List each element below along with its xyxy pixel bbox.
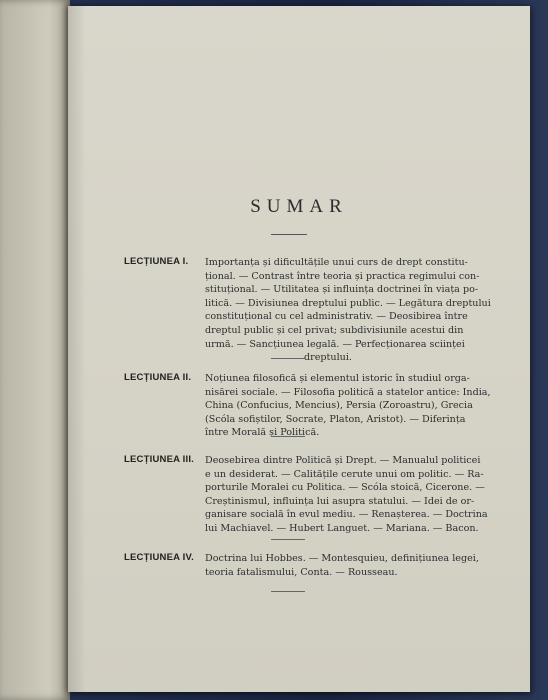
lesson-summary: [205, 552, 479, 579]
lesson-summary: [205, 454, 488, 536]
summary-line: Noțiunea filosofică și elementul istoric în studiul orga-: [205, 373, 470, 384]
title-divider: [271, 234, 307, 235]
lesson-label: LECȚIUNEA III.: [124, 454, 195, 465]
summary-line: Doctrina lui Hobbes. — Montesquieu, definițiunea legei,: [205, 553, 479, 564]
book-page: [68, 6, 530, 692]
summary-line: China (Confucius, Mencius), Persia (Zoroastru), Grecia: [205, 400, 473, 412]
summary-line: e un desiderat. — Calitățile cerute unui om politic. — Ra-: [205, 468, 484, 480]
summary-line: dreptul public și cel privat; subdivisiunile acestui din: [205, 324, 464, 336]
lesson-label: LECȚIUNEA IV.: [124, 552, 194, 563]
summary-line: Deosebirea dintre Politică și Drept. — Manualul politicei: [205, 455, 481, 466]
summary-line: constituțional cu cel administrativ. — Deosibirea între: [205, 311, 468, 323]
summary-line: stituțional. — Utilitatea și influința doctrinei în viața po-: [205, 284, 479, 296]
summary-line: lui Machiavel. — Hubert Languet. — Mariana. — Bacon.: [205, 522, 479, 534]
section-divider: [271, 358, 305, 359]
summary-line: Creștinismul, influința lui asupra statului. — Idei de or-: [205, 495, 475, 507]
left-page-edge: [0, 0, 70, 700]
summary-line: țional. — Contrast între teoria și practica regimului con-: [205, 270, 480, 282]
lesson-label: LECȚIUNEA II.: [124, 372, 192, 383]
lesson-label: LECȚIUNEA I.: [124, 256, 189, 267]
summary-line: dreptului.: [304, 352, 352, 364]
summary-line: ganisare socială în evul mediu. — Renașterea. — Doctrina: [205, 509, 488, 521]
lesson-summary: [205, 372, 491, 440]
summary-line: între Morală și Politică.: [205, 427, 320, 439]
section-divider: [271, 539, 305, 540]
summary-line: (Scóla sofiștilor, Socrate, Platon, Aristot). — Diferința: [205, 413, 466, 425]
summary-line: teoria fatalismului, Conta. — Rousseau.: [205, 566, 398, 578]
section-divider: [271, 436, 305, 437]
summary-line: litică. — Divisiunea dreptului public. — Legătura dreptului: [205, 297, 491, 309]
section-divider: [271, 591, 305, 592]
page-title: SUMAR: [250, 196, 348, 217]
summary-line: urmă. — Sancțiunea legală. — Perfecționarea sciinței: [205, 338, 465, 350]
summary-line: nisărei sociale. — Filosofia politică a statelor antice: India,: [205, 386, 491, 398]
summary-line: porturile Moralei cu Politica. — Scóla stoică, Cicerone. —: [205, 482, 485, 494]
summary-line: Importanța și dificultățile unui curs de drept constitu-: [205, 257, 468, 268]
lesson-summary: [205, 256, 491, 365]
